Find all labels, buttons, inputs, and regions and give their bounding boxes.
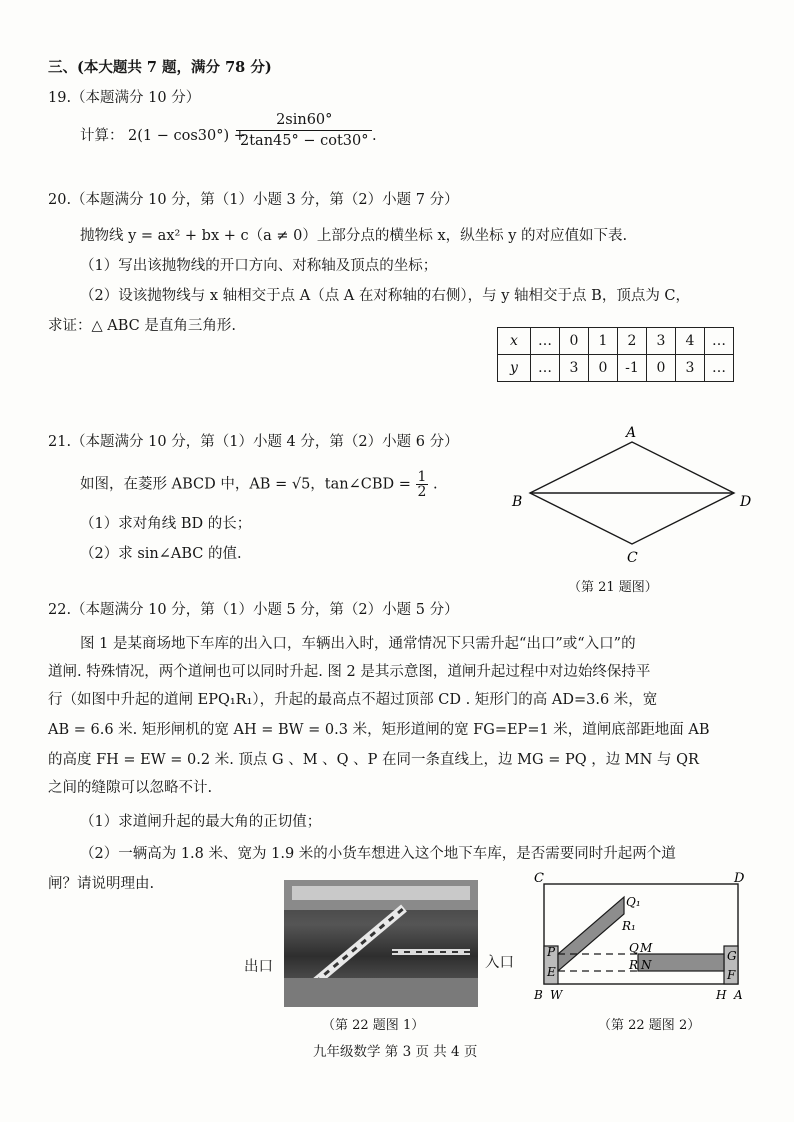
q20-prove: 求证：△ ABC 是直角三角形. bbox=[48, 318, 236, 334]
section-title: 三、(本大题共 7 题，满分 78 分) bbox=[48, 59, 272, 76]
q22-schematic-figure bbox=[528, 868, 758, 1008]
point-label-h: H bbox=[716, 988, 727, 1002]
q21-caption: （第 21 题图） bbox=[568, 580, 658, 595]
point-label-w: W bbox=[550, 988, 563, 1002]
q21-frac-den: 2 bbox=[417, 484, 427, 500]
fig1-entrance-label: 入口 bbox=[485, 955, 514, 971]
fig2-caption: （第 22 题图 2） bbox=[598, 1018, 701, 1033]
point-label-r1: R₁ bbox=[622, 919, 636, 933]
table-cell: … bbox=[705, 328, 734, 355]
q19-header: 19.（本题满分 10 分） bbox=[48, 90, 201, 106]
q22-header: 22.（本题满分 10 分，第（1）小题 5 分，第（2）小题 5 分） bbox=[48, 602, 459, 618]
table-cell: 4 bbox=[676, 328, 705, 355]
table-cell: 0 bbox=[589, 355, 618, 382]
q22-part2b: 闸？请说明理由. bbox=[48, 876, 155, 892]
fig1-exit-label: 出口 bbox=[244, 959, 273, 975]
q22-paragraph-1: 图 1 是某商场地下车库的出入口，车辆出入时，通常情况下只需升起“出口”或“入口”的 bbox=[80, 636, 636, 652]
photo-illustration bbox=[284, 880, 478, 1007]
q20-header: 20.（本题满分 10 分，第（1）小题 3 分，第（2）小题 7 分） bbox=[48, 192, 459, 208]
table-cell: 1 bbox=[589, 328, 618, 355]
point-label-m: M bbox=[640, 941, 653, 955]
point-label-n: N bbox=[641, 958, 652, 972]
point-label-f: F bbox=[727, 968, 736, 982]
q21-intro bbox=[80, 470, 438, 499]
q22-paragraph-3: 行（如图中升起的道闸 EPQ₁R₁），升起的最高点不超过顶部 CD . 矩形门的高 AD=3.6 米，宽 bbox=[48, 692, 658, 708]
table-cell: 0 bbox=[560, 328, 589, 355]
table-cell: … bbox=[531, 328, 560, 355]
q21-intro-end: . bbox=[433, 476, 438, 493]
q21-frac-num: 1 bbox=[417, 469, 427, 485]
q21-part2: （2）求 sin∠ABC 的值. bbox=[80, 546, 242, 562]
point-label-p: P bbox=[547, 945, 556, 959]
q21-header: 21.（本题满分 10 分，第（1）小题 4 分，第（2）小题 6 分） bbox=[48, 434, 459, 450]
point-label-q: Q bbox=[629, 941, 639, 955]
q20-value-table bbox=[497, 327, 734, 382]
table-cell: 3 bbox=[676, 355, 705, 382]
q20-part2: （2）设该抛物线与 x 轴相交于点 A（点 A 在对称轴的右侧），与 y 轴相交于点 B，顶点为 C， bbox=[80, 288, 691, 304]
q22-paragraph-2: 道闸. 特殊情况，两个道闸也可以同时升起. 图 2 是其示意图，道闸升起过程中对边始终保持平 bbox=[48, 664, 651, 680]
q22-part2a: （2）一辆高为 1.8 米、宽为 1.9 米的小货车想进入这个地下车库，是否需要同时升起两个道 bbox=[80, 846, 676, 862]
q19-numerator: 2sin60° bbox=[236, 112, 372, 131]
table-cell: -1 bbox=[618, 355, 647, 382]
point-label-a: A bbox=[734, 988, 743, 1002]
point-label-d: D bbox=[734, 871, 745, 886]
table-cell: 3 bbox=[647, 328, 676, 355]
table-label-x: x bbox=[498, 328, 531, 355]
point-label-c: C bbox=[534, 871, 544, 886]
point-label-r: R bbox=[629, 958, 639, 972]
q22-part1: （1）求道闸升起的最大角的正切值； bbox=[80, 814, 322, 830]
vertex-label-d: D bbox=[740, 494, 752, 510]
q19-term1: 2(1 − cos30°) + bbox=[128, 128, 246, 144]
vertex-label-b: B bbox=[512, 494, 523, 510]
q21-part1: （1）求对角线 BD 的长； bbox=[80, 516, 252, 532]
table-cell: … bbox=[705, 355, 734, 382]
vertex-label-a: A bbox=[626, 425, 637, 441]
q21-fraction bbox=[416, 470, 429, 499]
photo-floor bbox=[284, 978, 478, 1007]
table-label-y: y bbox=[498, 355, 531, 382]
q21-rhombus-figure bbox=[500, 420, 770, 580]
photo-ceiling-light bbox=[292, 886, 470, 900]
q21-intro-text: 如图，在菱形 ABCD 中，AB = √5，tan∠CBD = bbox=[80, 476, 411, 493]
q19-end: . bbox=[372, 128, 377, 144]
point-label-e: E bbox=[547, 965, 556, 979]
table-cell: 3 bbox=[560, 355, 589, 382]
table-cell: … bbox=[531, 355, 560, 382]
table-cell: 0 bbox=[647, 355, 676, 382]
fig1-caption: （第 22 题图 1） bbox=[322, 1018, 425, 1033]
q19-prefix: 计算： bbox=[80, 128, 124, 144]
point-label-q1: Q₁ bbox=[626, 895, 641, 909]
vertex-label-c: C bbox=[627, 550, 638, 566]
raised-barrier bbox=[558, 897, 624, 971]
table-cell: 2 bbox=[618, 328, 647, 355]
q22-paragraph-5: 的高度 FH = EW = 0.2 米. 顶点 G 、M 、Q 、P 在同一条直线上，边 MG = PQ ，边 MN 与 QR bbox=[48, 752, 699, 768]
q19-denominator: 2tan45° − cot30° bbox=[240, 133, 369, 149]
table-row-y bbox=[498, 355, 734, 382]
q19-fraction bbox=[236, 112, 372, 149]
q20-intro: 抛物线 y = ax² + bx + c（a ≠ 0）上部分点的横坐标 x，纵坐标 y 的对应值如下表. bbox=[80, 228, 628, 244]
q22-paragraph-4: AB = 6.6 米. 矩形闸机的宽 AH = BW = 0.3 米，矩形道闸的宽 FG=EP=1 米，道闸底部距地面 AB bbox=[48, 722, 710, 738]
table-row-x bbox=[498, 328, 734, 355]
page-footer: 九年级数学 第 3 页 共 4 页 bbox=[313, 1044, 478, 1060]
q22-paragraph-6: 之间的缝隙可以忽略不计. bbox=[48, 780, 213, 796]
point-label-g: G bbox=[727, 949, 737, 963]
point-label-b: B bbox=[534, 988, 543, 1002]
q20-part1: （1）写出该抛物线的开口方向、对称轴及顶点的坐标； bbox=[80, 258, 438, 274]
garage-gate-photo bbox=[284, 880, 478, 1007]
